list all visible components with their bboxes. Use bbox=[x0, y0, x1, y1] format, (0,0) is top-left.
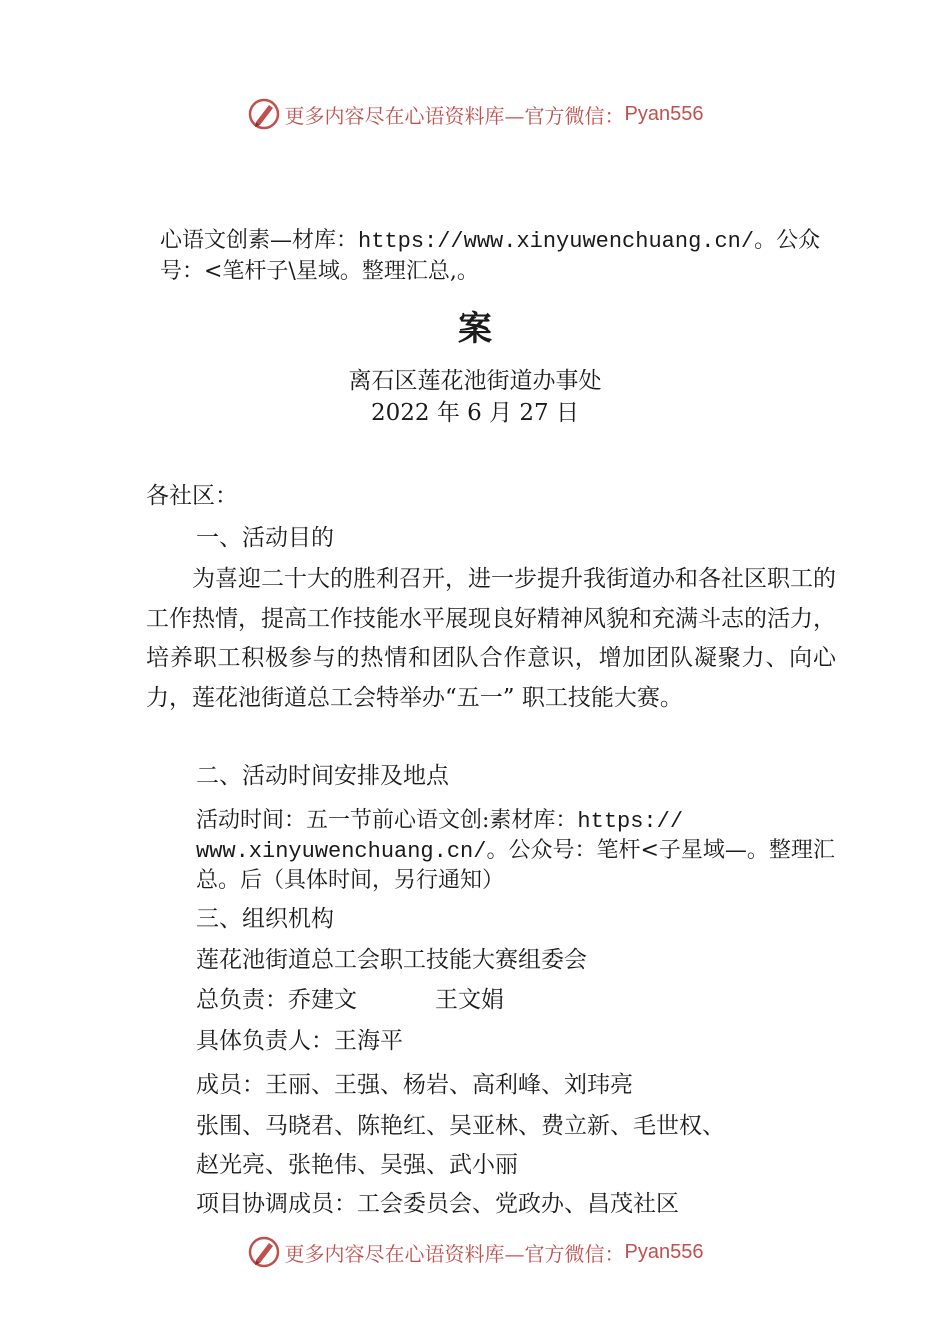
issue-date: 2022 年 6 月 27 日 bbox=[371, 400, 579, 426]
activity-time bbox=[196, 806, 836, 895]
leader-second: 王文娟 bbox=[435, 987, 504, 1013]
time-url-part1: https:// bbox=[577, 809, 684, 834]
time-suffix: 。公众号：笔杆<子星域—。整理汇总。后（具体时间，另行通知） bbox=[196, 838, 835, 893]
leader-line bbox=[196, 980, 504, 1020]
leader-label: 总负责：乔建文 bbox=[196, 987, 357, 1013]
committee-name: 莲花池街道总工会职工技能大赛组委会 bbox=[196, 947, 587, 973]
intro-notice bbox=[160, 226, 840, 287]
members-line-3: 赵光亮、张艳伟、吴强、武小丽 bbox=[196, 1152, 518, 1178]
section2-heading: 二、活动时间安排及地点 bbox=[196, 763, 449, 789]
pen-logo-icon bbox=[247, 1235, 281, 1269]
section3-heading: 三、组织机构 bbox=[196, 906, 334, 932]
section1-heading: 一、活动目的 bbox=[196, 525, 334, 551]
time-url-part2: www.xinyuwenchuang.cn/ bbox=[196, 839, 487, 864]
responsible-person: 具体负责人：王海平 bbox=[196, 1028, 403, 1054]
banner-wechat-id: Pyan556 bbox=[624, 102, 704, 125]
footer-watermark-banner bbox=[0, 1234, 950, 1270]
banner-text: 更多内容尽在心语资料库—官方微信： bbox=[284, 1241, 625, 1266]
section1-body: 为喜迎二十大的胜利召开，进一步提升我街道办和各社区职工的工作热情，提高工作技能水平展现良好精神风貌和充满斗志的活力，培养职工积极参与的热情和团队合作意识，增加团队凝聚力、向心力，莲花池街道总工会特举办“五一” 职工技能大赛。 bbox=[146, 566, 836, 711]
intro-part1: 心语文创素—材库： bbox=[160, 228, 359, 253]
banner-text: 更多内容尽在心语资料库—官方微信： bbox=[284, 103, 625, 128]
header-watermark-banner bbox=[0, 96, 950, 132]
members-line-2: 张围、马晓君、陈艳红、吴亚林、费立新、毛世权、 bbox=[196, 1113, 725, 1139]
members-line-1: 成员：王丽、王强、杨岩、高利峰、刘玮亮 bbox=[196, 1072, 633, 1098]
issuer-name: 离石区莲花池街道办事处 bbox=[348, 368, 602, 394]
banner-wechat-id: Pyan556 bbox=[624, 1240, 704, 1263]
time-prefix: 活动时间：五一节前心语文创:素材库： bbox=[196, 808, 578, 833]
intro-url: https://www.xinyuwenchuang.cn/ bbox=[358, 229, 755, 254]
pen-logo-icon bbox=[247, 97, 281, 131]
coordinators-line: 项目协调成员：工会委员会、党政办、昌茂社区 bbox=[196, 1191, 679, 1217]
intro-part2: 。公众号：<笔杆子\星域。整理汇总,。 bbox=[160, 228, 821, 284]
title-character: 案 bbox=[458, 309, 492, 349]
salutation: 各社区： bbox=[146, 483, 238, 509]
